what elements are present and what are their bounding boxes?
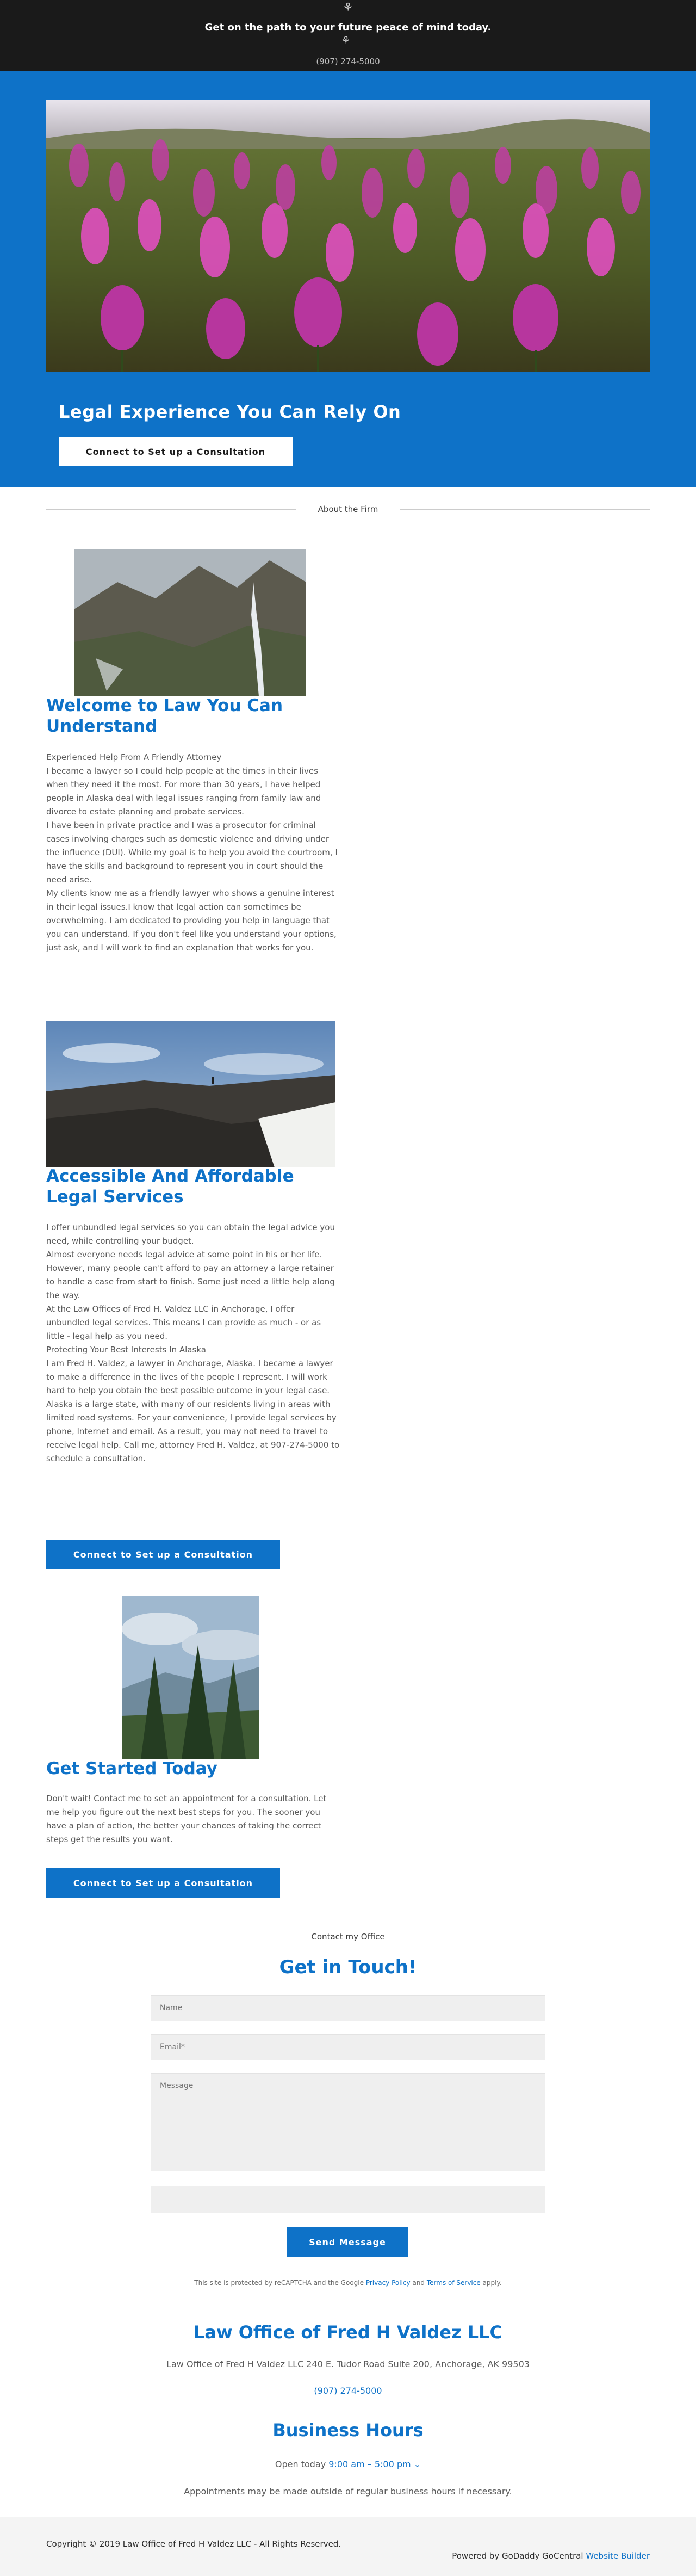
footer (0, 2517, 696, 2576)
open-today-label: Open today (275, 2459, 326, 2469)
email-input[interactable] (151, 2034, 545, 2060)
recaptcha-notice (0, 2279, 696, 2287)
hours-note: Appointments may be made outside of regular business hours if necessary. (184, 2486, 512, 2497)
recaptcha-field[interactable] (151, 2186, 545, 2213)
welcome-text (46, 751, 340, 955)
affordable-text (46, 1221, 340, 1466)
affordable-paragraph: Almost everyone needs legal advice at some point in his or her life. However, many people can't afford to pay an attorney a large retainer to handle a case from start to finish. Some just need a little help along the way. (46, 1250, 335, 1300)
affordable-paragraph: I am Fred H. Valdez, a lawyer in Anchorage, Alaska. I became a lawyer to make a difference in the lives of the people I represent. I will work hard to help you obtain the best possible outcome in your legal case. (46, 1358, 333, 1395)
copyright-text: Copyright © 2019 Law Office of Fred H Valdez LLC - All Rights Reserved. (46, 2539, 341, 2549)
send-message-button[interactable]: Send Message (287, 2227, 408, 2257)
hero-section (0, 71, 696, 487)
flower-icon: ⚘ (343, 1, 353, 15)
welcome-heading: Welcome to Law You Can Understand (46, 696, 283, 736)
consultation-button[interactable]: Connect to Set up a Consultation (46, 1868, 280, 1898)
rocky-landscape-image (46, 1021, 335, 1167)
announcement-bar (0, 0, 696, 71)
get-started-text: Don't wait! Contact me to set an appointment for a consultation. Let me help you figure out the next best steps for you. The sooner you have a plan of action, the better your chances of taking the correct steps get the results you want. (46, 1794, 327, 1844)
recaptcha-prefix: This site is protected by reCAPTCHA and the Google (194, 2279, 364, 2287)
header-phone-link[interactable]: (907) 274-5000 (316, 57, 380, 66)
privacy-policy-link[interactable]: Privacy Policy (365, 2279, 411, 2287)
flower-icon: ⚘ (341, 34, 351, 47)
business-hours-heading: Business Hours (272, 2420, 424, 2441)
recaptcha-and: and (412, 2279, 425, 2287)
welcome-paragraph: I have been in private practice and I was a prosecutor for criminal cases involving charges such as domestic violence and driving under the influence (DUI). While my goal is to help you avoid the courtroom, I have the skills and background to represent you in court should the need arise. (46, 820, 338, 885)
name-input[interactable] (151, 1995, 545, 2021)
consultation-button[interactable]: Connect to Set up a Consultation (46, 1540, 280, 1569)
open-today-line[interactable] (0, 2459, 696, 2469)
about-section-label: About the Firm (318, 504, 378, 514)
about-section-divider (46, 504, 650, 515)
affordable-paragraph: Alaska is a large state, with many of our residents living in areas with limited road systems. For your convenience, I provide legal services by phone, Internet and email. As a result, you may not need to travel to receive legal help. Call me, attorney Fred H. Valdez, at 907-274-5000 to schedule a consultation. (46, 1399, 340, 1463)
business-name: Law Office of Fred H Valdez LLC (194, 2322, 502, 2343)
hero-fireweed-image (46, 100, 650, 372)
powered-by-text (452, 2551, 650, 2561)
affordable-paragraph: I offer unbundled legal services so you can obtain the legal advice you need, while controlling your budget. (46, 1222, 335, 1246)
contact-section-label: Contact my Office (311, 1932, 385, 1942)
chevron-down-icon[interactable]: ⌄ (413, 2459, 421, 2469)
get-started-heading: Get Started Today (46, 1759, 217, 1778)
welcome-paragraph: My clients know me as a friendly lawyer who shows a genuine interest in their legal issues.I know that legal action can sometimes be overwhelming. I am dedicated to providing you help in language that you can understand. If you don't feel like you understand your options, just ask, and I will work to find an explanation that works for you. (46, 888, 337, 953)
hero-consultation-button[interactable]: Connect to Set up a Consultation (59, 437, 293, 466)
message-textarea[interactable] (151, 2073, 545, 2171)
welcome-paragraph: I became a lawyer so I could help people at the times in their lives when they need it the most. For more than 30 years, I have helped people in Alaska deal with legal issues ranging from family law and divorce to estate planning and probate services. (46, 766, 321, 817)
welcome-subheading: Experienced Help From A Friendly Attorney (46, 752, 222, 762)
divider-line (400, 509, 650, 510)
contact-section-divider (46, 1931, 650, 1942)
open-today-hours[interactable]: 9:00 am – 5:00 pm (328, 2459, 411, 2469)
mountain-waterfall-image (74, 549, 306, 696)
recaptcha-apply: apply. (482, 2279, 502, 2287)
affordable-subheading: Protecting Your Best Interests In Alaska (46, 1345, 206, 1355)
tagline: Get on the path to your future peace of mind today. (204, 22, 492, 33)
affordable-paragraph: At the Law Offices of Fred H. Valdez LLC in Anchorage, I offer unbundled legal services. This means I can provide as much - or as little - legal help as you need. (46, 1304, 321, 1341)
hero-heading: Legal Experience You Can Rely On (59, 401, 401, 422)
powered-by-label: Powered by GoDaddy GoCentral (452, 2551, 583, 2561)
spruce-trees-image (122, 1596, 259, 1759)
website-builder-link[interactable]: Website Builder (586, 2551, 650, 2561)
business-phone-link[interactable]: (907) 274-5000 (314, 2386, 382, 2396)
business-address: Law Office of Fred H Valdez LLC 240 E. Tudor Road Suite 200, Anchorage, AK 99503 (166, 2359, 530, 2369)
terms-of-service-link[interactable]: Terms of Service (426, 2279, 481, 2287)
affordable-heading: Accessible And Affordable Legal Services (46, 1166, 294, 1207)
contact-heading: Get in Touch! (279, 1956, 417, 1978)
